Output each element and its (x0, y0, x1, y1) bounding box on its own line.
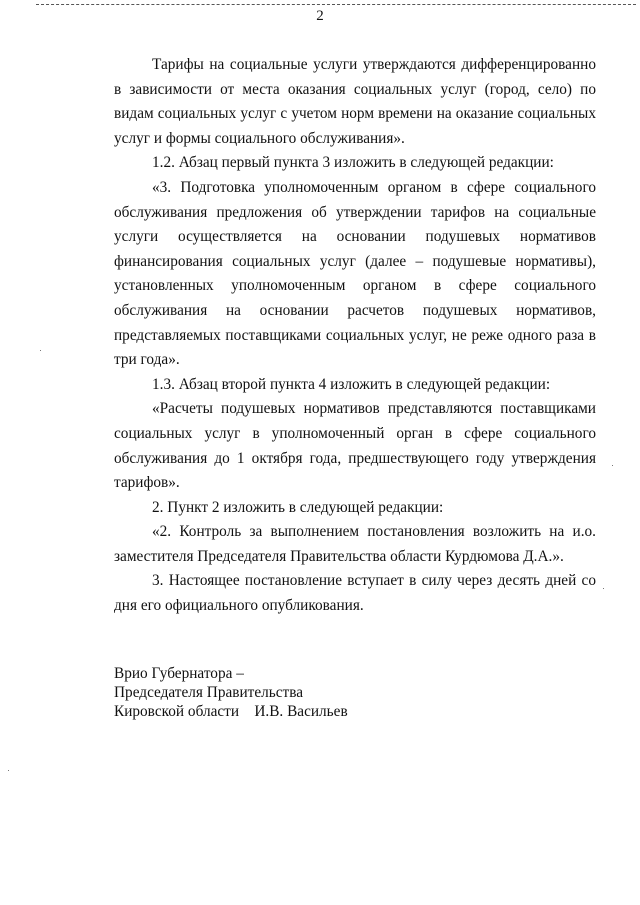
paragraph-control-clause: «2. Контроль за выполнением постановления возложить на и.о. заместителя Председателя Правительства области Курдюмова Д.А.». (114, 523, 596, 565)
paragraph-clause-3-text: «3. Подготовка уполномоченным органом в сфере социального обслуживания предложения об утверждении тарифов на социальные услуги осуществляется на основании подушевых нормативов финансирования социальных услуг (далее – подушевые нормативы), установленных уполномоченным органом в сфере социального обслуживания на основании расчетов подушевых нормативов, представляемых поставщиками социальных услуг, не реже одного раза в три года». (114, 178, 596, 369)
paragraph-tariffs-differentiation: Тарифы на социальные услуги утверждаются дифференцированно в зависимости от места оказания социальных услуг (город, село) по видам социальных услуг с учетом норм времени на оказание социальных услуг и формы социального обслуживания». (114, 56, 596, 147)
scan-speck (612, 465, 613, 466)
paragraph-amendment-1-3: 1.3. Абзац второй пункта 4 изложить в следующей редакции: (152, 375, 551, 393)
paragraph-clause-4-text: «Расчеты подушевых нормативов представляются поставщиками социальных услуг в уполномоченный орган в сфере социального обслуживания до 1 октября года, предшествующего году утверждения тарифов». (114, 400, 596, 492)
signature-title-line: Врио Губернатора – (114, 665, 244, 682)
scan-speck (8, 770, 9, 771)
scan-speck (40, 350, 41, 351)
scan-speck (603, 588, 604, 589)
page-number: 2 (316, 8, 324, 24)
signature-position-line: Председателя Правительства (114, 684, 304, 701)
paragraph-amendment-1-2: 1.2. Абзац первый пункта 3 изложить в следующей редакции: (152, 154, 554, 172)
signature-block (114, 664, 348, 721)
paragraph-amendment-2: 2. Пункт 2 изложить в следующей редакции: (152, 498, 444, 516)
signature-name-line: Кировской области И.В. Васильев (114, 703, 348, 720)
paragraph-effective-date: 3. Настоящее постановление вступает в силу через десять дней со дня его официального опубликования. (114, 572, 596, 615)
document-body (114, 53, 596, 619)
scan-top-border (36, 0, 636, 5)
